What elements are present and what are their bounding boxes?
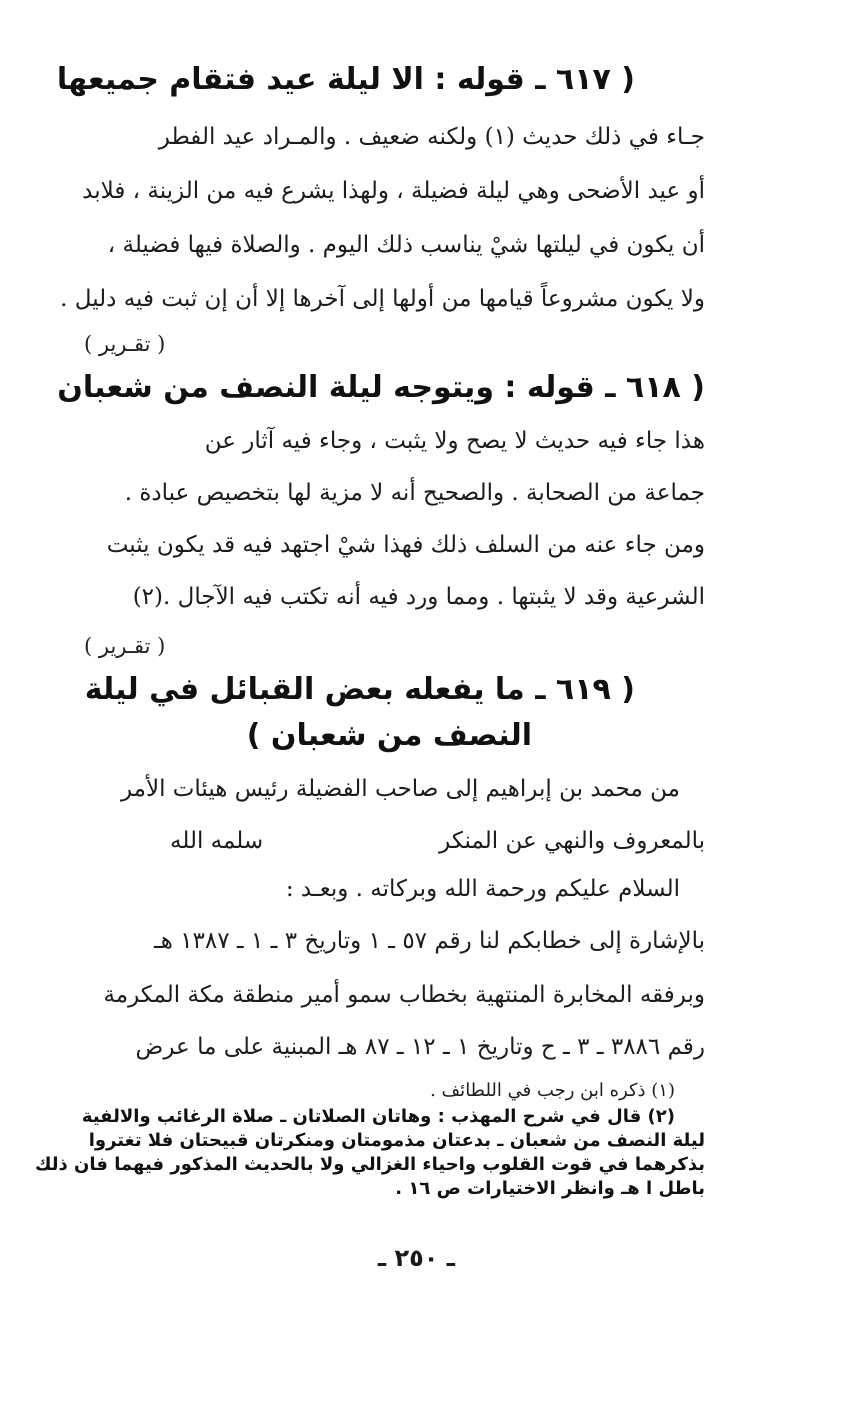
footnote-2-line-3: بذكرهما في قوت القلوب واحياء الغزالي ولا بالحديث المذكور فيهما فان ذلك (35, 1154, 705, 1175)
footnote-2-line-4: باطل ا هـ وانظر الاختيارات ص ١٦ . (395, 1178, 705, 1199)
section-618-line-1: هذا جاء فيه حديث لا يصح ولا يثبت ، وجاء فيه آثار عن (204, 428, 705, 454)
page-number: ـ ٢٥٠ ـ (377, 1244, 455, 1272)
section-617-line-1: جـاء في ذلك حديث (١) ولكنه ضعيف . والمـراد عيد الفطر (158, 124, 705, 150)
letter-address-line: من محمد بن إبراهيم إلى صاحب الفضيلة رئيس هيئات الأمر (120, 776, 680, 802)
section-618-source: ( تقـرير ) (84, 634, 166, 658)
footnote-2-line-2: ليلة النصف من شعبان ـ بدعتان مذمومتان ومنكرتان قبيحتان فلا تغتروا (88, 1130, 705, 1151)
section-619-heading-line-1: ( ٦١٩ ـ ما يفعله بعض القبائل في ليلة (84, 672, 635, 707)
section-618-line-3: ومن جاء عنه من السلف ذلك فهذا شيْ اجتهد فيه قد يكون يثبت (106, 532, 705, 558)
letter-line-1: بالإشارة إلى خطابكم لنا رقم ٥٧ ـ ١ وتاريخ ٣ ـ ١ ـ ١٣٨٧ هـ (154, 928, 705, 954)
footnote-1: (١) ذكره ابن رجب في اللطائف . (430, 1080, 675, 1101)
section-617-heading: ( ٦١٧ ـ قوله : الا ليلة عيد فتقام جميعها (56, 62, 635, 97)
section-617-line-3: أن يكون في ليلتها شيْ يناسب ذلك اليوم . والصلاة فيها فضيلة ، (107, 232, 705, 258)
letter-line-3: رقم ٣٨٨٦ ـ ٣ ـ ح وتاريخ ١ ـ ١٢ ـ ٨٧ هـ المبنية على ما عرض (135, 1034, 705, 1060)
letter-line-2: وبرفقه المخابرة المنتهية بخطاب سمو أمير منطقة مكة المكرمة (103, 982, 705, 1008)
section-617-line-4: ولا يكون مشروعاً قيامها من أولها إلى آخرها إلا أن إن ثبت فيه دليل . (60, 286, 705, 312)
letter-blessing: سلمه الله (170, 828, 264, 854)
section-618-line-2: جماعة من الصحابة . والصحيح أنه لا مزية لها بتخصيص عبادة . (124, 480, 705, 506)
footnote-2-line-1: (٢) قال في شرح المهذب : وهاتان الصلاتان ـ صلاة الرغائب والالفية (81, 1106, 675, 1127)
section-617-line-2: أو عيد الأضحى وهي ليلة فضيلة ، ولهذا يشرع فيه من الزينة ، فلابد (82, 178, 705, 204)
section-618-heading: ( ٦١٨ ـ قوله : ويتوجه ليلة النصف من شعبان (57, 370, 705, 405)
section-619-heading-line-2: النصف من شعبان ) (246, 718, 532, 753)
letter-greeting: السلام عليكم ورحمة الله وبركاته . وبعـد : (285, 876, 680, 902)
section-617-source: ( تقـرير ) (84, 332, 166, 356)
section-618-line-4: الشرعية وقد لا يثبتها . ومما ورد فيه أنه تكتب فيه الآجال .(٢) (132, 584, 705, 610)
letter-address-line-2: بالمعروف والنهي عن المنكر (439, 828, 705, 854)
